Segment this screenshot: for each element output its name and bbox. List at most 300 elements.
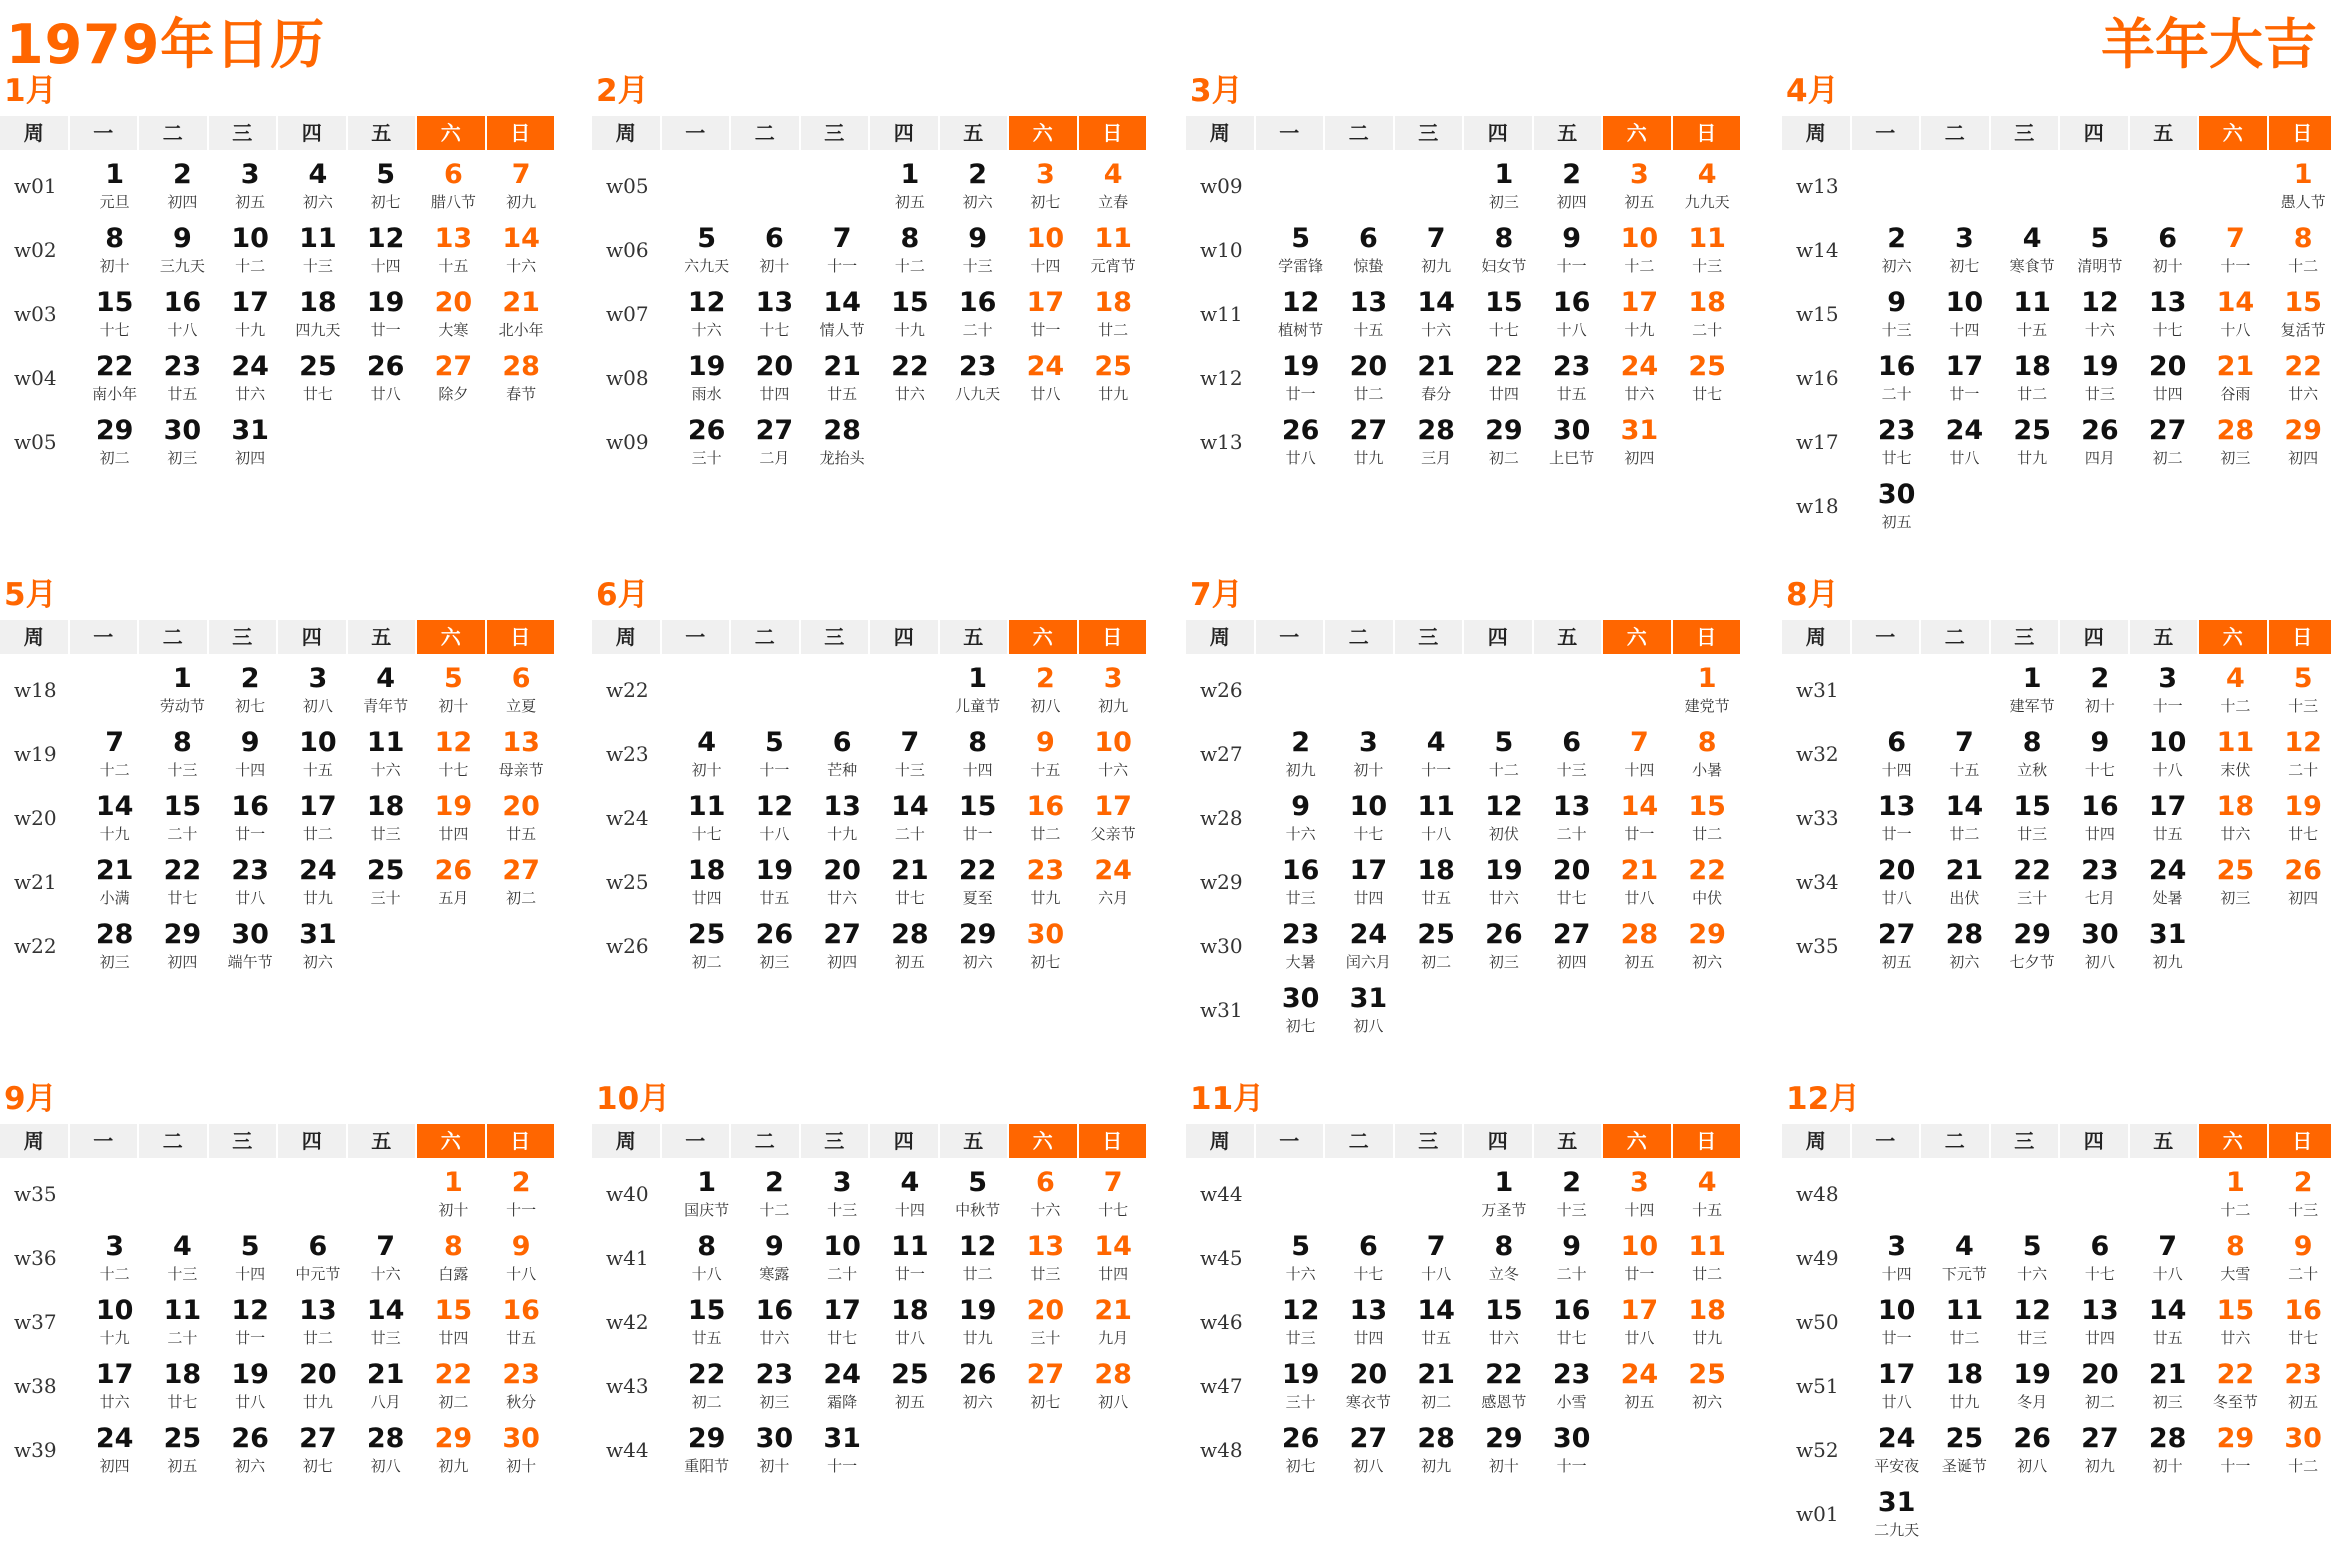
day-cell[interactable] — [2067, 786, 2133, 850]
day-cell[interactable] — [353, 1290, 419, 1354]
day-cell[interactable] — [1999, 914, 2065, 978]
day-cell[interactable] — [945, 658, 1011, 722]
day-cell[interactable] — [1013, 218, 1079, 282]
day-cell[interactable] — [1336, 1418, 1402, 1482]
day-cell[interactable] — [1336, 1226, 1402, 1290]
day-cell[interactable] — [2270, 154, 2331, 218]
day-cell[interactable] — [1999, 1354, 2065, 1418]
day-cell[interactable] — [2135, 850, 2201, 914]
day-cell[interactable] — [285, 346, 351, 410]
day-cell[interactable] — [285, 154, 351, 218]
day-cell[interactable] — [1674, 1290, 1740, 1354]
day-cell[interactable] — [742, 722, 808, 786]
day-cell[interactable] — [2067, 1226, 2133, 1290]
day-cell[interactable] — [1268, 1290, 1334, 1354]
day-cell[interactable] — [82, 410, 148, 474]
day-cell[interactable] — [674, 1226, 740, 1290]
day-cell[interactable] — [1607, 410, 1673, 474]
day-cell[interactable] — [82, 850, 148, 914]
day-cell[interactable] — [1013, 914, 1079, 978]
day-cell[interactable] — [1080, 218, 1146, 282]
day-cell[interactable] — [2067, 1354, 2133, 1418]
day-cell[interactable] — [674, 1354, 740, 1418]
day-cell[interactable] — [2135, 1354, 2201, 1418]
day-cell[interactable] — [421, 154, 487, 218]
day-cell[interactable] — [217, 410, 283, 474]
day-cell[interactable] — [1864, 786, 1930, 850]
day-cell[interactable] — [1864, 722, 1930, 786]
day-cell[interactable] — [1932, 1226, 1998, 1290]
day-cell[interactable] — [2203, 410, 2269, 474]
day-cell[interactable] — [488, 282, 554, 346]
day-cell[interactable] — [2270, 1354, 2331, 1418]
day-cell[interactable] — [150, 154, 216, 218]
day-cell[interactable] — [1539, 410, 1605, 474]
day-cell[interactable] — [1080, 658, 1146, 722]
day-cell[interactable] — [1932, 1418, 1998, 1482]
day-cell[interactable] — [1607, 1226, 1673, 1290]
day-cell[interactable] — [1999, 1226, 2065, 1290]
day-cell[interactable] — [945, 850, 1011, 914]
day-cell[interactable] — [1864, 1226, 1930, 1290]
day-cell[interactable] — [1403, 346, 1469, 410]
day-cell[interactable] — [1674, 1354, 1740, 1418]
day-cell[interactable] — [1471, 850, 1537, 914]
day-cell[interactable] — [945, 786, 1011, 850]
day-cell[interactable] — [2270, 282, 2331, 346]
day-cell[interactable] — [1674, 154, 1740, 218]
day-cell[interactable] — [674, 850, 740, 914]
day-cell[interactable] — [353, 218, 419, 282]
day-cell[interactable] — [742, 1418, 808, 1482]
day-cell[interactable] — [742, 282, 808, 346]
day-cell[interactable] — [1539, 1290, 1605, 1354]
day-cell[interactable] — [1268, 410, 1334, 474]
day-cell[interactable] — [82, 1290, 148, 1354]
day-cell[interactable] — [945, 1354, 1011, 1418]
day-cell[interactable] — [1336, 282, 1402, 346]
day-cell[interactable] — [1471, 722, 1537, 786]
day-cell[interactable] — [2135, 658, 2201, 722]
day-cell[interactable] — [1864, 850, 1930, 914]
day-cell[interactable] — [217, 786, 283, 850]
day-cell[interactable] — [1607, 914, 1673, 978]
day-cell[interactable] — [1403, 914, 1469, 978]
day-cell[interactable] — [742, 218, 808, 282]
day-cell[interactable] — [1999, 282, 2065, 346]
day-cell[interactable] — [1674, 850, 1740, 914]
day-cell[interactable] — [1268, 850, 1334, 914]
day-cell[interactable] — [488, 786, 554, 850]
day-cell[interactable] — [421, 1418, 487, 1482]
day-cell[interactable] — [2203, 282, 2269, 346]
day-cell[interactable] — [1539, 786, 1605, 850]
day-cell[interactable] — [1403, 218, 1469, 282]
day-cell[interactable] — [1336, 346, 1402, 410]
day-cell[interactable] — [1471, 786, 1537, 850]
day-cell[interactable] — [2067, 346, 2133, 410]
day-cell[interactable] — [1268, 282, 1334, 346]
day-cell[interactable] — [1013, 786, 1079, 850]
day-cell[interactable] — [2203, 346, 2269, 410]
day-cell[interactable] — [2203, 1354, 2269, 1418]
day-cell[interactable] — [1336, 786, 1402, 850]
day-cell[interactable] — [674, 1162, 740, 1226]
day-cell[interactable] — [353, 722, 419, 786]
day-cell[interactable] — [945, 282, 1011, 346]
day-cell[interactable] — [1336, 410, 1402, 474]
day-cell[interactable] — [1080, 1226, 1146, 1290]
day-cell[interactable] — [488, 1354, 554, 1418]
day-cell[interactable] — [1864, 1290, 1930, 1354]
day-cell[interactable] — [285, 282, 351, 346]
day-cell[interactable] — [1013, 850, 1079, 914]
day-cell[interactable] — [2067, 282, 2133, 346]
day-cell[interactable] — [2203, 1418, 2269, 1482]
day-cell[interactable] — [1999, 410, 2065, 474]
day-cell[interactable] — [1932, 1290, 1998, 1354]
day-cell[interactable] — [1080, 1162, 1146, 1226]
day-cell[interactable] — [2203, 786, 2269, 850]
day-cell[interactable] — [1539, 346, 1605, 410]
day-cell[interactable] — [217, 850, 283, 914]
day-cell[interactable] — [1080, 1290, 1146, 1354]
day-cell[interactable] — [809, 1226, 875, 1290]
day-cell[interactable] — [1539, 850, 1605, 914]
day-cell[interactable] — [1864, 474, 1930, 538]
day-cell[interactable] — [1539, 914, 1605, 978]
day-cell[interactable] — [1471, 914, 1537, 978]
day-cell[interactable] — [488, 346, 554, 410]
day-cell[interactable] — [1607, 346, 1673, 410]
day-cell[interactable] — [1864, 1418, 1930, 1482]
day-cell[interactable] — [809, 282, 875, 346]
day-cell[interactable] — [1607, 154, 1673, 218]
day-cell[interactable] — [150, 346, 216, 410]
day-cell[interactable] — [1999, 786, 2065, 850]
day-cell[interactable] — [2270, 1290, 2331, 1354]
day-cell[interactable] — [488, 1226, 554, 1290]
day-cell[interactable] — [1999, 218, 2065, 282]
day-cell[interactable] — [488, 722, 554, 786]
day-cell[interactable] — [1471, 282, 1537, 346]
day-cell[interactable] — [1013, 722, 1079, 786]
day-cell[interactable] — [150, 218, 216, 282]
day-cell[interactable] — [2067, 850, 2133, 914]
day-cell[interactable] — [217, 218, 283, 282]
day-cell[interactable] — [1864, 218, 1930, 282]
day-cell[interactable] — [1403, 1226, 1469, 1290]
day-cell[interactable] — [2067, 218, 2133, 282]
day-cell[interactable] — [1471, 1290, 1537, 1354]
day-cell[interactable] — [1336, 914, 1402, 978]
day-cell[interactable] — [1471, 1226, 1537, 1290]
day-cell[interactable] — [1999, 1290, 2065, 1354]
day-cell[interactable] — [1999, 722, 2065, 786]
day-cell[interactable] — [1999, 1418, 2065, 1482]
day-cell[interactable] — [1932, 850, 1998, 914]
day-cell[interactable] — [2270, 658, 2331, 722]
day-cell[interactable] — [2135, 786, 2201, 850]
day-cell[interactable] — [2067, 722, 2133, 786]
day-cell[interactable] — [1268, 1418, 1334, 1482]
day-cell[interactable] — [150, 914, 216, 978]
day-cell[interactable] — [742, 786, 808, 850]
day-cell[interactable] — [1932, 282, 1998, 346]
day-cell[interactable] — [1403, 1290, 1469, 1354]
day-cell[interactable] — [1471, 1354, 1537, 1418]
day-cell[interactable] — [945, 1226, 1011, 1290]
day-cell[interactable] — [353, 1226, 419, 1290]
day-cell[interactable] — [285, 850, 351, 914]
day-cell[interactable] — [1674, 282, 1740, 346]
day-cell[interactable] — [421, 282, 487, 346]
day-cell[interactable] — [1080, 346, 1146, 410]
day-cell[interactable] — [1864, 282, 1930, 346]
day-cell[interactable] — [2135, 410, 2201, 474]
day-cell[interactable] — [2135, 1290, 2201, 1354]
day-cell[interactable] — [1336, 1290, 1402, 1354]
day-cell[interactable] — [1932, 218, 1998, 282]
day-cell[interactable] — [877, 218, 943, 282]
day-cell[interactable] — [1336, 850, 1402, 914]
day-cell[interactable] — [150, 410, 216, 474]
day-cell[interactable] — [82, 346, 148, 410]
day-cell[interactable] — [353, 786, 419, 850]
day-cell[interactable] — [421, 346, 487, 410]
day-cell[interactable] — [285, 722, 351, 786]
day-cell[interactable] — [674, 722, 740, 786]
day-cell[interactable] — [674, 218, 740, 282]
day-cell[interactable] — [217, 1418, 283, 1482]
day-cell[interactable] — [674, 1418, 740, 1482]
day-cell[interactable] — [285, 218, 351, 282]
day-cell[interactable] — [742, 1226, 808, 1290]
day-cell[interactable] — [1539, 722, 1605, 786]
day-cell[interactable] — [488, 218, 554, 282]
day-cell[interactable] — [674, 410, 740, 474]
day-cell[interactable] — [1471, 218, 1537, 282]
day-cell[interactable] — [1471, 154, 1537, 218]
day-cell[interactable] — [1674, 786, 1740, 850]
day-cell[interactable] — [1471, 410, 1537, 474]
day-cell[interactable] — [421, 1354, 487, 1418]
day-cell[interactable] — [82, 1226, 148, 1290]
day-cell[interactable] — [2270, 850, 2331, 914]
day-cell[interactable] — [217, 1290, 283, 1354]
day-cell[interactable] — [1403, 1418, 1469, 1482]
day-cell[interactable] — [1607, 1162, 1673, 1226]
day-cell[interactable] — [488, 154, 554, 218]
day-cell[interactable] — [742, 850, 808, 914]
day-cell[interactable] — [488, 1290, 554, 1354]
day-cell[interactable] — [877, 786, 943, 850]
day-cell[interactable] — [2270, 722, 2331, 786]
day-cell[interactable] — [742, 914, 808, 978]
day-cell[interactable] — [1403, 786, 1469, 850]
day-cell[interactable] — [1607, 1354, 1673, 1418]
day-cell[interactable] — [488, 658, 554, 722]
day-cell[interactable] — [1471, 1418, 1537, 1482]
day-cell[interactable] — [2067, 1418, 2133, 1482]
day-cell[interactable] — [285, 1226, 351, 1290]
day-cell[interactable] — [1403, 850, 1469, 914]
day-cell[interactable] — [217, 1226, 283, 1290]
day-cell[interactable] — [877, 282, 943, 346]
day-cell[interactable] — [1539, 1418, 1605, 1482]
day-cell[interactable] — [877, 722, 943, 786]
day-cell[interactable] — [488, 1162, 554, 1226]
day-cell[interactable] — [809, 914, 875, 978]
day-cell[interactable] — [2203, 850, 2269, 914]
day-cell[interactable] — [2203, 658, 2269, 722]
day-cell[interactable] — [1268, 346, 1334, 410]
day-cell[interactable] — [2203, 1226, 2269, 1290]
day-cell[interactable] — [2270, 346, 2331, 410]
day-cell[interactable] — [1864, 914, 1930, 978]
day-cell[interactable] — [809, 410, 875, 474]
day-cell[interactable] — [674, 1290, 740, 1354]
day-cell[interactable] — [150, 850, 216, 914]
day-cell[interactable] — [1013, 346, 1079, 410]
day-cell[interactable] — [1336, 978, 1402, 1042]
day-cell[interactable] — [1539, 1162, 1605, 1226]
day-cell[interactable] — [2135, 1226, 2201, 1290]
day-cell[interactable] — [1080, 282, 1146, 346]
day-cell[interactable] — [82, 786, 148, 850]
day-cell[interactable] — [945, 346, 1011, 410]
day-cell[interactable] — [1268, 218, 1334, 282]
day-cell[interactable] — [82, 1354, 148, 1418]
day-cell[interactable] — [1674, 722, 1740, 786]
day-cell[interactable] — [1932, 786, 1998, 850]
day-cell[interactable] — [285, 1354, 351, 1418]
day-cell[interactable] — [1607, 218, 1673, 282]
day-cell[interactable] — [1607, 1290, 1673, 1354]
day-cell[interactable] — [421, 786, 487, 850]
day-cell[interactable] — [1932, 410, 1998, 474]
day-cell[interactable] — [877, 346, 943, 410]
day-cell[interactable] — [877, 1354, 943, 1418]
day-cell[interactable] — [353, 850, 419, 914]
day-cell[interactable] — [2135, 914, 2201, 978]
day-cell[interactable] — [1607, 850, 1673, 914]
day-cell[interactable] — [1999, 850, 2065, 914]
day-cell[interactable] — [2135, 218, 2201, 282]
day-cell[interactable] — [1268, 786, 1334, 850]
day-cell[interactable] — [1539, 1226, 1605, 1290]
day-cell[interactable] — [945, 722, 1011, 786]
day-cell[interactable] — [82, 914, 148, 978]
day-cell[interactable] — [674, 346, 740, 410]
day-cell[interactable] — [1607, 722, 1673, 786]
day-cell[interactable] — [2135, 722, 2201, 786]
day-cell[interactable] — [150, 722, 216, 786]
day-cell[interactable] — [1013, 1290, 1079, 1354]
day-cell[interactable] — [1013, 1354, 1079, 1418]
day-cell[interactable] — [1674, 346, 1740, 410]
day-cell[interactable] — [1336, 722, 1402, 786]
day-cell[interactable] — [150, 282, 216, 346]
day-cell[interactable] — [285, 786, 351, 850]
day-cell[interactable] — [1607, 786, 1673, 850]
day-cell[interactable] — [2135, 1418, 2201, 1482]
day-cell[interactable] — [2203, 1290, 2269, 1354]
day-cell[interactable] — [421, 658, 487, 722]
day-cell[interactable] — [1932, 346, 1998, 410]
day-cell[interactable] — [1674, 914, 1740, 978]
day-cell[interactable] — [150, 786, 216, 850]
day-cell[interactable] — [1080, 850, 1146, 914]
day-cell[interactable] — [1999, 658, 2065, 722]
day-cell[interactable] — [1268, 978, 1334, 1042]
day-cell[interactable] — [217, 722, 283, 786]
day-cell[interactable] — [82, 282, 148, 346]
day-cell[interactable] — [353, 1354, 419, 1418]
day-cell[interactable] — [217, 658, 283, 722]
day-cell[interactable] — [1864, 410, 1930, 474]
day-cell[interactable] — [1864, 1482, 1930, 1546]
day-cell[interactable] — [1471, 346, 1537, 410]
day-cell[interactable] — [1674, 1162, 1740, 1226]
day-cell[interactable] — [1471, 1162, 1537, 1226]
day-cell[interactable] — [809, 346, 875, 410]
day-cell[interactable] — [2135, 346, 2201, 410]
day-cell[interactable] — [1674, 658, 1740, 722]
day-cell[interactable] — [1932, 1354, 1998, 1418]
day-cell[interactable] — [1268, 914, 1334, 978]
day-cell[interactable] — [2270, 1418, 2331, 1482]
day-cell[interactable] — [353, 282, 419, 346]
day-cell[interactable] — [1268, 1226, 1334, 1290]
day-cell[interactable] — [674, 914, 740, 978]
day-cell[interactable] — [1607, 282, 1673, 346]
day-cell[interactable] — [82, 1418, 148, 1482]
day-cell[interactable] — [353, 1418, 419, 1482]
day-cell[interactable] — [742, 346, 808, 410]
day-cell[interactable] — [1539, 218, 1605, 282]
day-cell[interactable] — [217, 282, 283, 346]
day-cell[interactable] — [2203, 1162, 2269, 1226]
day-cell[interactable] — [82, 154, 148, 218]
day-cell[interactable] — [150, 658, 216, 722]
day-cell[interactable] — [285, 1418, 351, 1482]
day-cell[interactable] — [945, 914, 1011, 978]
day-cell[interactable] — [82, 722, 148, 786]
day-cell[interactable] — [2067, 1290, 2133, 1354]
day-cell[interactable] — [2135, 282, 2201, 346]
day-cell[interactable] — [1674, 218, 1740, 282]
day-cell[interactable] — [150, 1290, 216, 1354]
day-cell[interactable] — [674, 282, 740, 346]
day-cell[interactable] — [2067, 914, 2133, 978]
day-cell[interactable] — [2270, 1226, 2331, 1290]
day-cell[interactable] — [1539, 1354, 1605, 1418]
day-cell[interactable] — [1864, 1354, 1930, 1418]
day-cell[interactable] — [1080, 154, 1146, 218]
day-cell[interactable] — [1403, 410, 1469, 474]
day-cell[interactable] — [150, 1418, 216, 1482]
day-cell[interactable] — [809, 850, 875, 914]
day-cell[interactable] — [809, 786, 875, 850]
day-cell[interactable] — [742, 1290, 808, 1354]
day-cell[interactable] — [1268, 722, 1334, 786]
day-cell[interactable] — [1932, 722, 1998, 786]
day-cell[interactable] — [1013, 154, 1079, 218]
day-cell[interactable] — [353, 154, 419, 218]
day-cell[interactable] — [1336, 218, 1402, 282]
day-cell[interactable] — [2067, 410, 2133, 474]
